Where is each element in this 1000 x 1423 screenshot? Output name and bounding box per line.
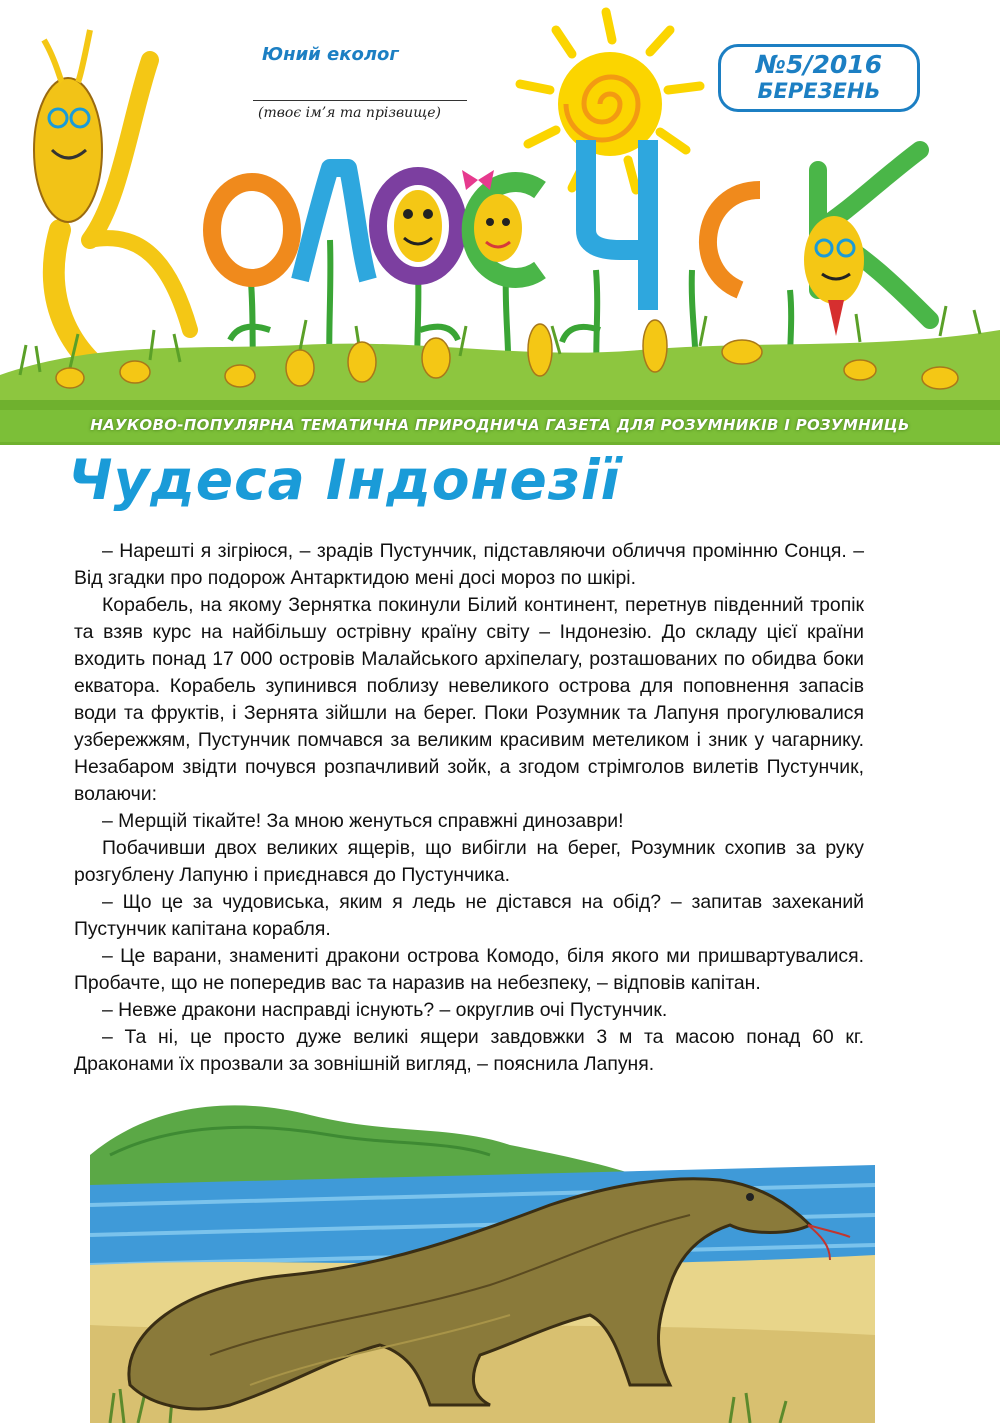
article-title: Чудеса Індонезії bbox=[68, 448, 621, 512]
issue-badge bbox=[718, 44, 920, 112]
paragraph: – Що це за чудовиська, яким я ледь не дістався на обід? – запитав захеканий Пустунчик капітана корабля. bbox=[74, 891, 864, 940]
paragraph: – Невже дракони насправді існують? – округлив очі Пустунчик. bbox=[102, 999, 668, 1021]
masthead bbox=[0, 0, 1000, 445]
issue-month: БЕРЕЗЕНЬ bbox=[757, 79, 881, 103]
name-line bbox=[253, 100, 467, 101]
paragraph: – Мерщій тікайте! За мною женуться справжні динозаври! bbox=[102, 810, 624, 832]
name-caption: (твоє ім’я та прізвище) bbox=[258, 105, 441, 121]
komodo-dragon-illustration bbox=[90, 1085, 875, 1423]
sun-illustration bbox=[520, 12, 700, 190]
section-label: Юний еколог bbox=[262, 44, 399, 65]
paragraph: – Це варани, знамениті дракони острова Комодо, біля якого ми пришвартувалися. Пробачте, що не попередив вас та наразив на небезпеку, – відповів капітан. bbox=[74, 945, 864, 994]
article-body bbox=[74, 538, 864, 1078]
paragraph: Побачивши двох великих ящерів, що вибігли на берег, Розумник схопив за руку розгублену Лапуню і приєднався до Пустунчика. bbox=[74, 837, 864, 886]
issue-number: №5/2016 bbox=[755, 50, 883, 79]
paragraph: – Та ні, це просто дуже великі ящери завдовжки 3 м та масою понад 60 кг. Драконами їх прозвали за зовнішній вигляд, – пояснила Лапуня. bbox=[74, 1026, 864, 1075]
paragraph: – Нарешті я зігріюся, – зрадів Пустунчик, підставляючи обличчя промінню Сонця. – Від згадки про подорож Антарктидою мені досі мороз по шкірі. bbox=[74, 540, 864, 589]
paragraph: Корабель, на якому Зернятка покинули Білий континент, перетнув південний тропік та взяв курс на найбільшу острівну країну світу – Індонезію. До складу цієї країни входить понад 17 000 островів Малайського архіпелагу, розташованих по обидва боки екватора. Корабель зупинився поблизу невеликого острова для поповнення запасів води та фруктів, і Зернята зійшли на берег. Поки Розумник та Лапуня прогулювалися узбережжям, Пустунчик помчався за великим красивим метеликом і зник у чагарнику. Незабаром звідти почувся розпачливий зойк, а згодом стрімголов вилетів Пустунчик, волаючи: bbox=[74, 594, 864, 805]
newspaper-tagline: НАУКОВО-ПОПУЛЯРНА ТЕМАТИЧНА ПРИРОДНИЧА ГАЗЕТА ДЛЯ РОЗУМНИКІВ І РОЗУМНИЦЬ bbox=[90, 416, 910, 434]
title-letters bbox=[212, 150, 930, 336]
